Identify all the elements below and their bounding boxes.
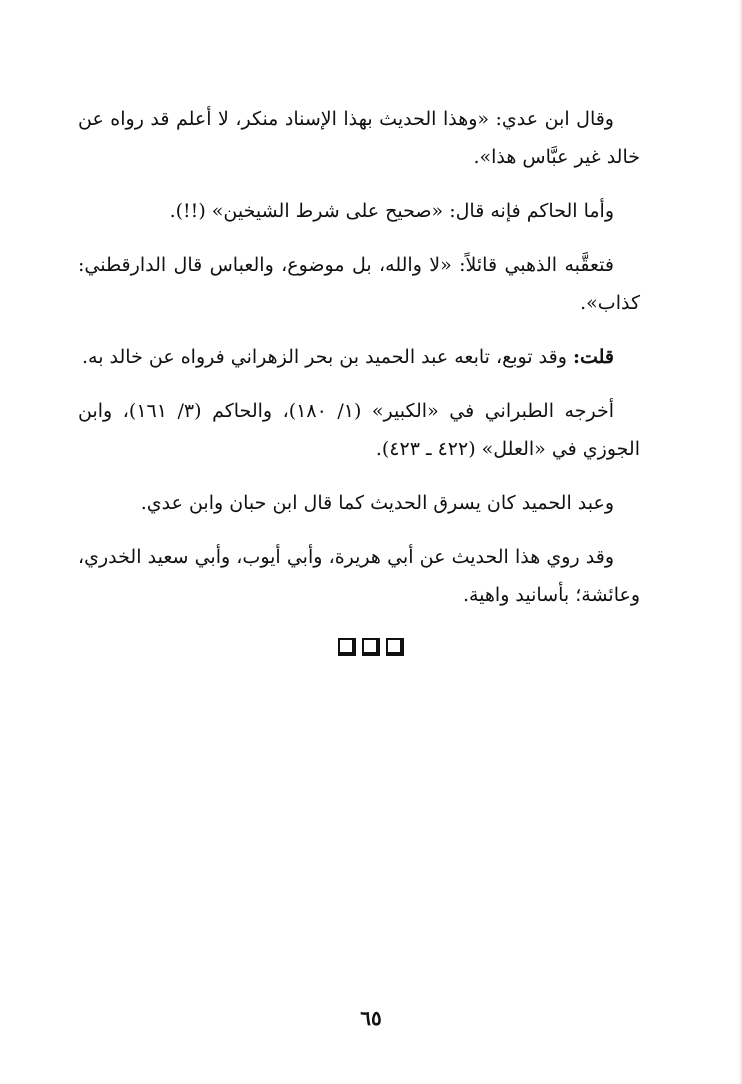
paragraph-text: أخرجه الطبراني في «الكبير» (١/ ١٨٠)، والحاكم (٣/ ١٦١)، وابن الجوزي في «العلل» (٤٢٢ ـ ٤٢٣). [78,400,640,460]
paragraph-qultu [78,338,640,376]
body-text [78,100,640,630]
square-ornament-icon [338,638,356,656]
page-number: ٦٥ [360,1006,382,1030]
paragraph-takhrij [78,392,640,468]
paragraph-text: فتعقَّبه الذهبي قائلاً: «لا والله، بل موضوع، والعباس قال الدارقطني: كذاب». [78,254,640,314]
square-ornament-icon [362,638,380,656]
section-separator [0,638,742,656]
paragraph-text: وعبد الحميد كان يسرق الحديث كما قال ابن حبان وابن عدي. [140,492,614,514]
paragraph-text: وقد توبع، تابعه عبد الحميد بن بحر الزهراني فرواه عن خالد به. [81,346,573,368]
paragraph-dhahabi [78,246,640,322]
paragraph-ibn-adi [78,100,640,176]
paragraph-lead: قلت: [572,346,614,368]
paragraph-text: وأما الحاكم فإنه قال: «صحيح على شرط الشيخين» (!!). [169,200,614,222]
paragraph-hakim [78,192,640,230]
paragraph-text: وقد روي هذا الحديث عن أبي هريرة، وأبي أيوب، وأبي سعيد الخدري، وعائشة؛ بأسانيد واهية. [78,546,640,606]
scan-edge-shadow [738,0,742,1084]
square-ornament-icon [386,638,404,656]
paragraph-abdulhamid [78,484,640,522]
paragraph-other-chains [78,538,640,614]
paragraph-text: وقال ابن عدي: «وهذا الحديث بهذا الإسناد منكر، لا أعلم قد رواه عن خالد غير عبَّاس هذا». [78,108,640,168]
